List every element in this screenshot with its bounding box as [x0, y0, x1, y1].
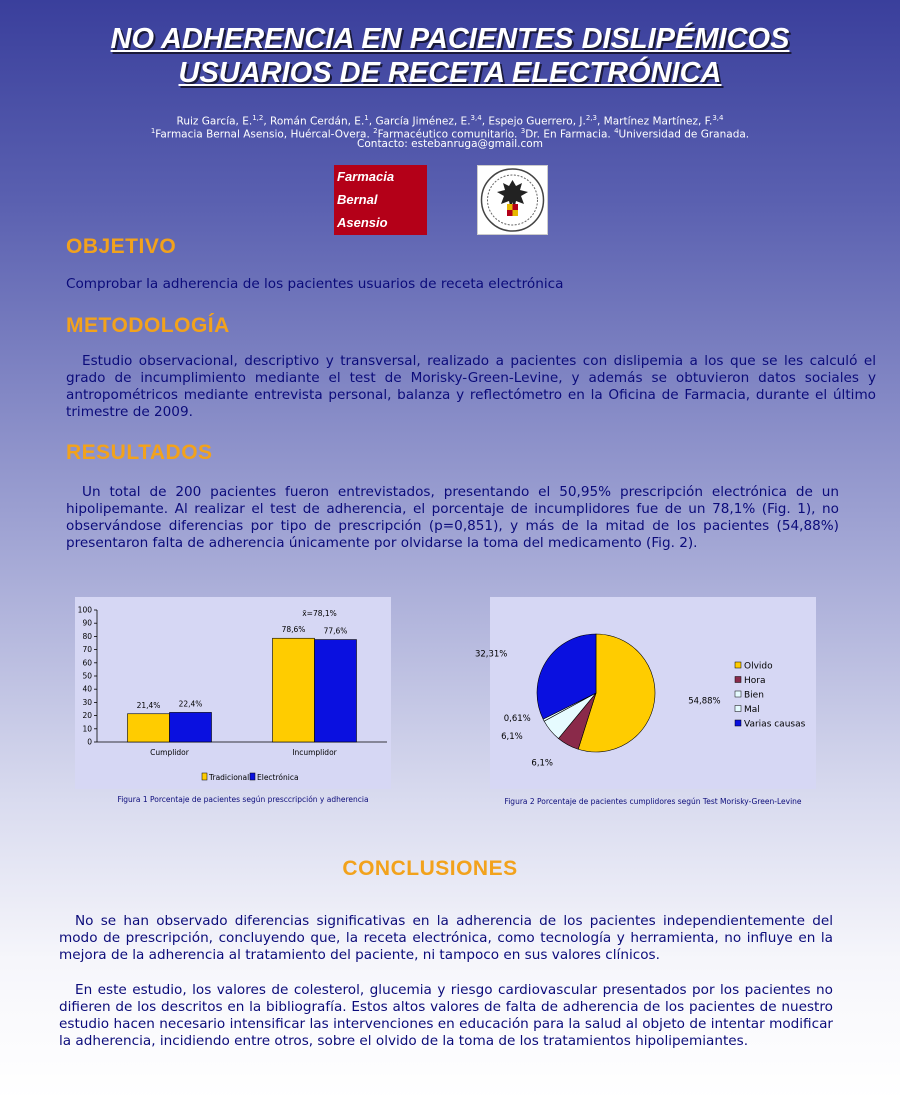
legend-swatch [735, 706, 741, 712]
y-tick-label: 10 [82, 724, 92, 734]
legend-label: Hora [744, 676, 766, 686]
mean-annotation: x̄=78,1% [302, 609, 337, 619]
bar-chart-svg [75, 597, 391, 789]
objetivo-heading: OBJETIVO [66, 235, 177, 258]
pie-data-label: 6,1% [501, 731, 523, 742]
figure1-bar-chart [75, 597, 391, 789]
bar-data-label: 21,4% [136, 700, 161, 710]
metodologia-text: Estudio observacional, descriptivo y transversal, realizado a pacientes con dislipemia a los que se les calculó el grado de incumplimiento mediante el test de Morisky-Green-Levine, y además se obtuvieron datos sociales y antropométricos mediante entrevista personal, balanza y reflectómetro en la Oficina de Farmacia, durante el último trimestre de 2009. [66, 353, 876, 420]
y-tick-label: 60 [82, 658, 92, 668]
y-tick-label: 0 [87, 737, 92, 747]
legend-label: Olvido [744, 661, 773, 672]
bar-electrónica-incumplidor [315, 640, 357, 742]
legend-label: Bien [744, 690, 764, 701]
figure1-caption: Figura 1 Porcentaje de pacientes según presccripción y adherencia [117, 795, 369, 804]
farmacia-logo: Farmacia Bernal Asensio [334, 165, 427, 235]
pie-data-label: 54,88% [688, 696, 721, 707]
bar-tradicional-cumplidor [128, 714, 170, 742]
conclusiones-paragraph-1: No se han observado diferencias significativas en la adherencia de los pacientes independientemente del modo de prescripción, concluyendo que, la receta electrónica, como tecnología y herramienta, no influye en la mejora de la adherencia al tratamiento del paciente, ni tampoco en sus valores clínicos. [59, 913, 833, 963]
y-tick-label: 30 [82, 697, 92, 707]
conclusiones-paragraph-2: En este estudio, los valores de colesterol, glucemia y riesgo cardiovascular presentados por los pacientes no difieren de los descritos en la bibliografía. Estos altos valores de falta de adherencia de los pacientes de nuestro estudio hacen necesario intensificar las intervenciones en educación para la salud al objeto de intentar modificar la adherencia, incidiendo entre otros, sobre el olvido de la toma de los tratamientos hipolipemiantes. [59, 982, 833, 1049]
resultados-text: Un total de 200 pacientes fueron entrevistados, presentando el 50,95% prescripción electrónica de un hipolipemante. Al realizar el test de adherencia, el porcentaje de incumplidores fue de un 78,1% (Fig. 1), no observándose diferencias por tipo de prescripción (p=0,851), y más de la mitad de los pacientes (54,88%) presentaron falta de adherencia únicamente por olvidarse la toma del medicamento (Fig. 2). [66, 484, 839, 551]
contact-line: Contacto: estebanruga@gmail.com [357, 138, 543, 150]
legend-swatch [735, 662, 741, 668]
pie-data-label: 0,61% [503, 713, 531, 724]
poster-title-line1: NO ADHERENCIA EN PACIENTES DISLIPÉMICOS [110, 23, 790, 55]
y-tick-label: 80 [82, 631, 92, 641]
metodologia-heading: METODOLOGÍA [66, 314, 230, 337]
pie-chart-svg [474, 597, 816, 789]
bar-tradicional-incumplidor [273, 638, 315, 742]
legend-label: Tradicional [209, 773, 250, 782]
bar-electrónica-cumplidor [170, 712, 212, 742]
y-tick-label: 70 [82, 645, 92, 655]
legend-swatch [735, 677, 741, 683]
legend-swatch [250, 773, 255, 780]
y-tick-label: 90 [82, 618, 92, 628]
y-tick-label: 50 [82, 671, 92, 681]
bar-data-label: 22,4% [178, 699, 203, 709]
legend-swatch [735, 720, 741, 726]
y-tick-label: 40 [82, 684, 92, 694]
legend-swatch [735, 691, 741, 697]
university-seal-icon [477, 165, 548, 235]
x-tick-label: Incumplidor [292, 748, 337, 757]
bar-data-label: 77,6% [323, 626, 348, 636]
legend-swatch [202, 773, 207, 780]
authors-line: Ruiz García, E.$^{1,2}$, Román Cerdán, E.$^1$, García Jiménez, E.$^{3,4}$, Espejo Guerrero, J.$^{2,3}$, Martínez Martínez, F.$^{3,4}$ [176, 114, 724, 128]
objetivo-text: Comprobar la adherencia de los pacientes usuarios de receta electrónica [66, 276, 564, 292]
pie-data-label: 6,1% [531, 758, 554, 769]
legend-label: Varias causas [744, 719, 806, 730]
x-tick-label: Cumplidor [150, 748, 189, 757]
figure2-pie-chart [474, 597, 816, 789]
resultados-heading: RESULTADOS [66, 441, 213, 464]
y-tick-label: 100 [77, 605, 92, 615]
pie-data-label: 32,31% [474, 649, 508, 660]
legend-label: Mal [744, 705, 760, 715]
conclusiones-heading: CONCLUSIONES [342, 857, 518, 880]
y-tick-label: 20 [82, 711, 92, 721]
bar-data-label: 78,6% [281, 625, 306, 635]
legend-label: Electrónica [257, 773, 299, 782]
affiliations-line: $^1$Farmacia Bernal Asensio, Huércal-Overa. $^2$Farmacéutico comunitario. $^3$Dr. En Farmacia. $^4$Universidad de Granada. [150, 127, 750, 141]
poster-title-line2: USUARIOS DE RECETA ELECTRÓNICA [178, 57, 722, 89]
figure2-caption: Figura 2 Porcentaje de pacientes cumplidores según Test Morisky-Green-Levine [504, 797, 802, 806]
